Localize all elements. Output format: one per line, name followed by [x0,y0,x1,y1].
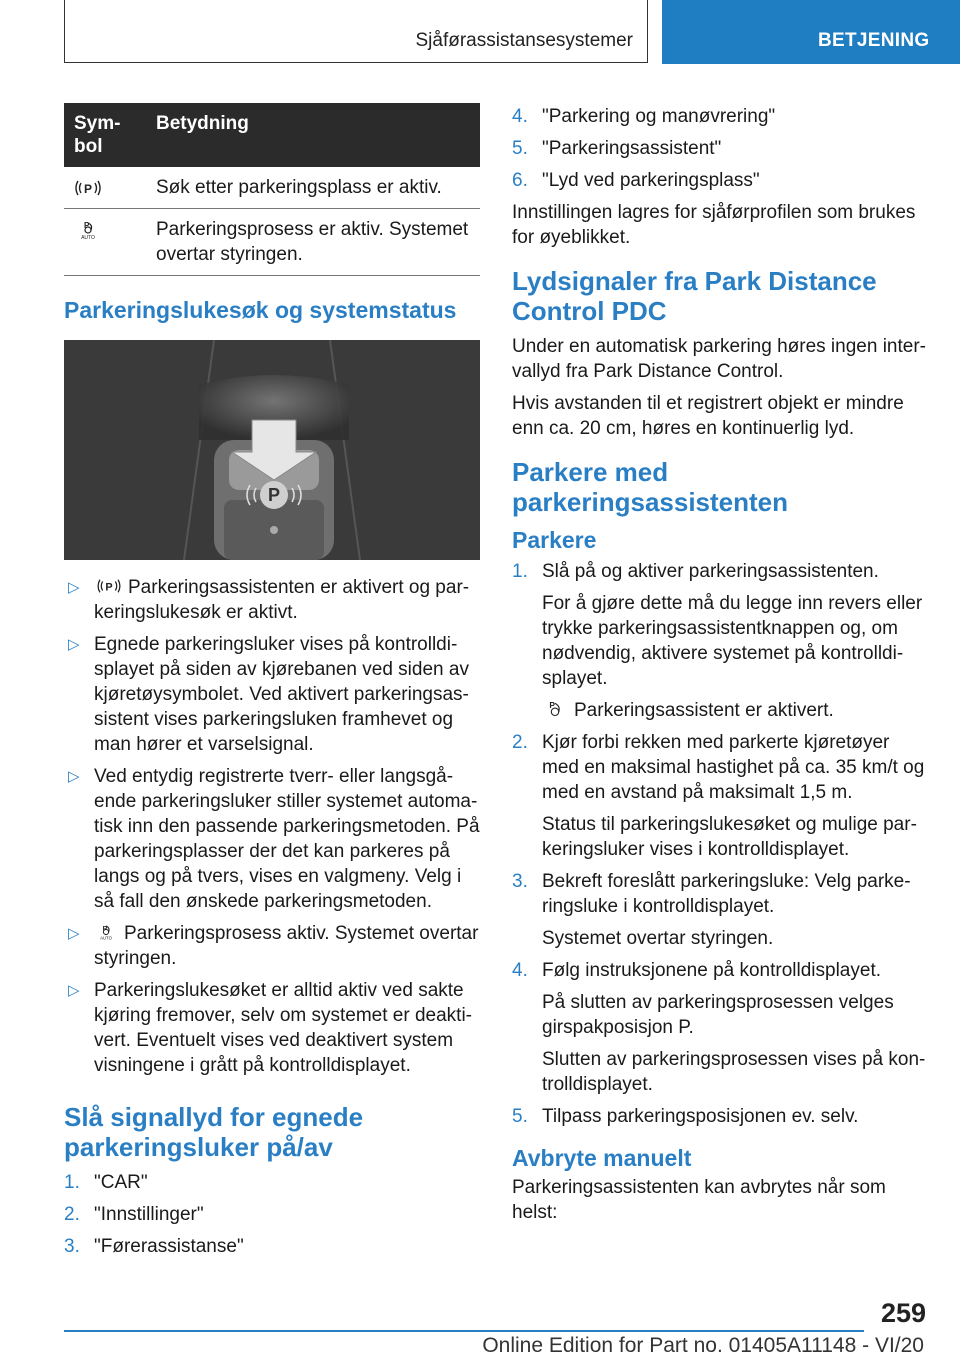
heading-cancel-manually: Avbryte manuelt [512,1145,692,1171]
table-cell-text: Parkeringsprosess er aktiv. Systemet overtar styringen. [146,209,480,276]
list-item: 2. Kjør forbi rekken med parkerte kjøretøyer med en maksimal hastighet på ca. 35 km/t og med en avstand på maksimalt 1,5 m. [512,732,925,803]
paragraph: Hvis avstanden til et registrert objekt er mindre enn ca. 20 cm, høres en kontinuerlig lyd. [512,393,904,439]
page-number: 259 [880,1298,926,1328]
heading-park-with-assistant: Parkere med parkeringsassistenten [512,457,789,517]
triangle-bullet-icon: ▷ [68,768,80,785]
list-item: 5. Tilpass parkeringsposisjonen ev. selv. [512,1106,859,1127]
table-header-meaning: Betydning [146,103,480,167]
table-row [64,209,480,276]
svg-text:P: P [549,700,556,711]
paragraph: Parkeringsassistenten kan avbrytes når som helst: [512,1177,886,1223]
paragraph: Under en automatisk parkering høres ingen intervallyd fra Park Distance Control. [512,336,926,382]
list-item [64,632,480,757]
bullet-text: Parkeringsassistenten er aktivert og parkeringslukesøk er aktivt. [94,577,470,623]
svg-text:P: P [102,925,108,933]
table-header-symbol: Sym- bol [64,103,146,167]
header-chapter-title: BETJENING [818,30,930,51]
parking-search-icon [94,576,124,596]
list-item: 1. "CAR" [64,1172,148,1193]
symbol-table [64,103,480,276]
list-item: 4. Følg instruksjonene på kontrolldisplayet. [512,960,882,981]
list-item [64,921,480,971]
header-section-box [64,0,648,63]
heading-signal-sound: Slå signallyd for egnede parkeringsluker på/av [64,1102,364,1162]
bullet-text: Ved entydig registrerte tverr- eller langsgående parkeringsluker stiller systemet automatisk inn den passende parkeringsmetoden. På parkeringsplasser der det kan parkeres på langs og på tvers, vises en valgmeny. Velg i så fall den ønskede parkeringsmetoden. [94,766,480,912]
paragraph: Innstillingen lagres for sjåførprofilen som brukes for øyeblikket. [512,202,916,248]
svg-text:P: P [105,581,113,594]
list-item: 4. "Parkering og manøvrering" [512,106,776,127]
heading-pdc-signals: Lydsignaler fra Park Distance Control PDC [512,266,877,326]
parking-illustration [64,340,480,560]
svg-text:P: P [83,181,93,196]
list-item: 5. "Parkeringsassistent" [512,138,722,159]
parking-auto-icon [94,921,118,943]
footer-divider [64,1330,864,1332]
svg-text:P: P [84,220,90,230]
triangle-bullet-icon: ▷ [68,925,80,942]
table-cell-icon [64,167,146,209]
table-row [64,167,480,209]
triangle-bullet-icon: ▷ [68,982,80,999]
heading-parking-search: Parkeringslukesøk og systemstatus [64,297,457,323]
footer-edition: Online Edition for Part no. 01405A11148 - VI/20 [482,1334,924,1357]
list-item: 3. Bekreft foreslått parkeringsluke: Velg parkeringsluke i kontrolldisplayet. [512,871,911,917]
svg-text:AUTO: AUTO [81,234,95,241]
svg-text:P: P [267,485,281,505]
bullet-list [64,575,480,1085]
list-item: 1. Slå på og aktiver parkeringsassistenten. [512,561,879,582]
header-chapter-box [662,0,960,64]
bullet-text: Egnede parkeringsluker vises på kontrolldisplayet på siden av kjørebanen ved siden av kjøretøysymbolet. Ved aktivert parkeringsassistent vises parkeringsluken framhevet og man hører et varselsignal. [94,634,469,755]
list-item [64,575,480,625]
header-section-title: Sjåførassistansesystemer [415,30,633,51]
step-detail: På slutten av parkeringsprosessen velges girspakposisjon P. [542,992,894,1038]
list-item [64,764,480,914]
step-detail: Systemet overtar styringen. [542,928,774,949]
step-detail-icon-line: P Parkeringsassistent er aktivert. [512,698,926,723]
parking-search-icon [74,177,102,199]
step-detail: Status til parkeringslukesøket og mulige parkeringsluker vises i kontrolldisplayet. [542,814,917,860]
bullet-text: Parkeringsprosess aktiv. Systemet overtar styringen. [94,923,479,969]
triangle-bullet-icon: ▷ [68,636,80,653]
table-cell-text: Søk etter parkeringsplass er aktiv. [146,167,480,209]
parking-assistant-icon [542,698,568,720]
right-column [512,104,926,1232]
list-item: 6. "Lyd ved parkeringsplass" [512,170,760,191]
parking-auto-icon [74,219,102,241]
step-detail: Slutten av parkeringsprosessen vises på kontrolldisplayet. [542,1049,926,1095]
list-item: 3. "Førerassistanse" [64,1236,244,1257]
step-detail: For å gjøre dette må du legge inn revers eller trykke parkeringsassistentknappen og, om nødvendig, aktivere systemet på kontrolldisplayet. [542,593,923,689]
list-item: 2. "Innstillinger" [64,1204,204,1225]
svg-text:AUTO: AUTO [100,935,112,941]
left-step-list [64,1170,480,1266]
list-item [64,978,480,1078]
heading-park: Parkere [512,527,597,553]
table-cell-icon [64,209,146,276]
triangle-bullet-icon: ▷ [68,579,80,596]
bullet-text: Parkeringslukesøket er alltid aktiv ved sakte kjøring fremover, selv om systemet er deaktivert. Eventuelt vises ved deaktivert system visningene i grått på kontrolldisplayet. [94,980,472,1076]
